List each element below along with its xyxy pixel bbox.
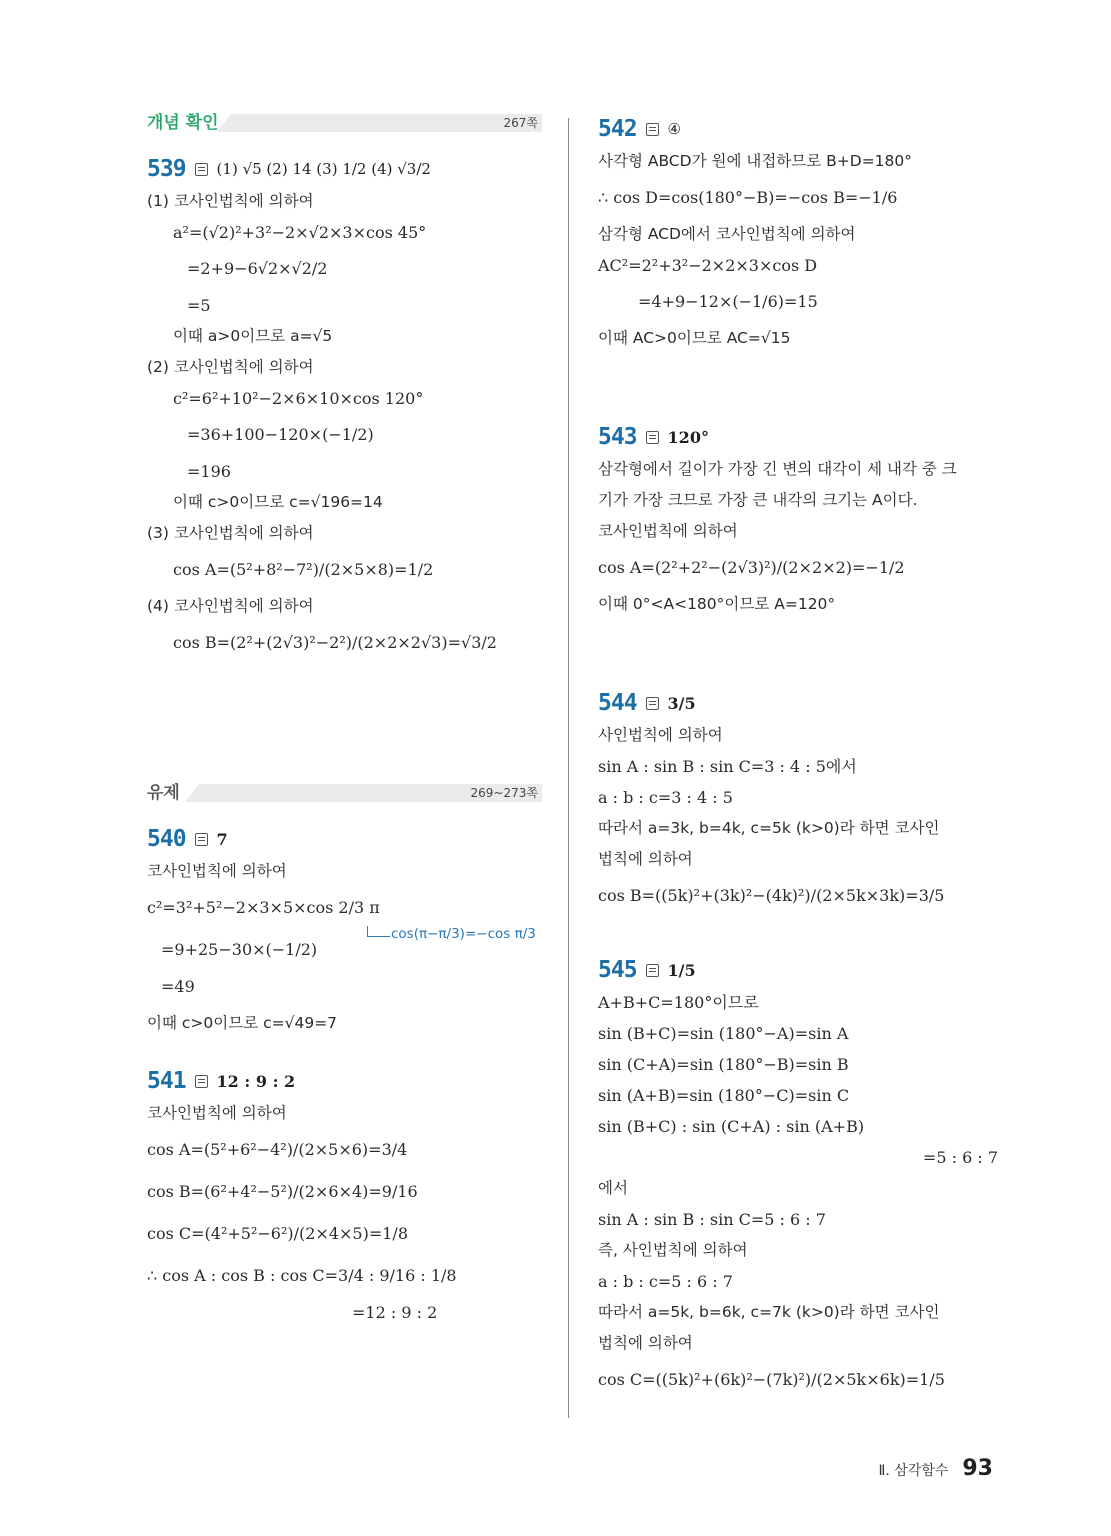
- problem-number: 540: [147, 826, 186, 852]
- solution-line: 이때 c>0이므로 c=√196=14: [173, 493, 383, 511]
- solution-line: (2) 코사인법칙에 의하여: [147, 358, 314, 376]
- solution-line: cos C=((5k)²+(6k)²−(7k)²)/(2×5k×6k)=1/5: [598, 1370, 945, 1389]
- solution-line: =2+9−6√2×√2/2: [187, 259, 328, 278]
- solution-line: =196: [187, 462, 231, 481]
- solution-line: =49: [161, 977, 195, 996]
- answer-icon: [646, 697, 659, 710]
- solution-line: 이때 0°<A<180°이므로 A=120°: [598, 595, 836, 613]
- column-divider: [568, 118, 569, 1418]
- solution-line: ∴ cos D=cos(180°−B)=−cos B=−1/6: [598, 188, 898, 207]
- solution-line: =36+100−120×(−1/2): [187, 425, 374, 444]
- left-column: [147, 112, 542, 1328]
- solution-line: a : b : c=3 : 4 : 5: [598, 788, 733, 807]
- problem-544: [598, 686, 998, 917]
- solution-line: a : b : c=5 : 6 : 7: [598, 1272, 733, 1291]
- problem-number: 543: [598, 424, 637, 450]
- answer-icon: [195, 833, 208, 846]
- solution-line: sin A : sin B : sin C=5 : 6 : 7: [598, 1210, 826, 1229]
- solution-line: cos B=(6²+4²−5²)/(2×6×4)=9/16: [147, 1182, 418, 1201]
- answer-icon: [195, 163, 208, 176]
- page-reference: 267쪽: [503, 116, 538, 130]
- answer: 12 : 9 : 2: [216, 1071, 296, 1091]
- solution-line: (1) 코사인법칙에 의하여: [147, 192, 314, 210]
- solution-line: 기가 가장 크므로 가장 큰 내각의 크기는 A이다.: [598, 491, 918, 509]
- solution-line: cos A=(2²+2²−(2√3)²)/(2×2×2)=−1/2: [598, 558, 905, 577]
- page-reference: 269~273쪽: [470, 786, 538, 800]
- solution-line: =9+25−30×(−1/2): [161, 940, 318, 959]
- section-bar-example: [147, 782, 542, 804]
- answer: 1/5: [667, 960, 696, 980]
- solution-line: cos B=(2²+(2√3)²−2²)/(2×2×2√3)=√3/2: [173, 633, 497, 652]
- solution-line: (3) 코사인법칙에 의하여: [147, 524, 314, 542]
- problem-number: 545: [598, 957, 637, 983]
- solution-line: sin A : sin B : sin C=3 : 4 : 5에서: [598, 757, 857, 776]
- solution-line: 이때 AC>0이므로 AC=√15: [598, 329, 791, 347]
- solution-line: =5 : 6 : 7: [922, 1148, 998, 1167]
- problem-545: [598, 953, 998, 1401]
- solution-line: 사각형 ABCD가 원에 내접하므로 B+D=180°: [598, 152, 913, 170]
- solution-line: sin (A+B)=sin (180°−C)=sin C: [598, 1086, 850, 1105]
- right-column: [598, 112, 998, 1401]
- solution-line: sin (B+C)=sin (180°−A)=sin A: [598, 1024, 849, 1043]
- solution-line: 이때 a>0이므로 a=√5: [173, 327, 333, 345]
- problem-542: [598, 112, 998, 354]
- section-title: 유제: [147, 783, 180, 803]
- solution-line: 에서: [598, 1179, 628, 1197]
- solution-line: 삼각형 ACD에서 코사인법칙에 의하여: [598, 225, 856, 243]
- solution-line: cos A=(5²+8²−7²)/(2×5×8)=1/2: [173, 560, 434, 579]
- solution-line: 코사인법칙에 의하여: [147, 862, 287, 880]
- problem-543: [598, 420, 998, 620]
- solution-line: 따라서 a=3k, b=4k, c=5k (k>0)라 하면 코사인: [598, 819, 940, 837]
- solution-line: 삼각형에서 길이가 가장 긴 변의 대각이 세 내각 중 크: [598, 460, 957, 478]
- answer-icon: [646, 123, 659, 136]
- solution-line: cos C=(4²+5²−6²)/(2×4×5)=1/8: [147, 1224, 408, 1243]
- problem-540: [147, 822, 542, 1044]
- problem-number: 539: [147, 156, 186, 182]
- solution-line: 이때 c>0이므로 c=√49=7: [147, 1014, 338, 1032]
- solution-line: sin (B+C) : sin (C+A) : sin (A+B): [598, 1117, 865, 1136]
- problem-539: [147, 152, 542, 664]
- answer: 7: [216, 829, 228, 849]
- answer: ④: [667, 120, 681, 138]
- section-title: 개념 확인: [147, 113, 219, 133]
- solution-line: cos A=(5²+6²−4²)/(2×5×6)=3/4: [147, 1140, 408, 1159]
- answer-icon: [646, 964, 659, 977]
- solution-line: =12 : 9 : 2: [352, 1303, 438, 1322]
- solution-line: cos B=((5k)²+(3k)²−(4k)²)/(2×5k×3k)=3/5: [598, 886, 945, 905]
- solution-line: c²=6²+10²−2×6×10×cos 120°: [173, 389, 424, 408]
- answer: 120°: [667, 427, 709, 447]
- chapter-label: Ⅱ. 삼각함수: [878, 1463, 949, 1479]
- problem-number: 544: [598, 690, 637, 716]
- problem-number: 541: [147, 1068, 186, 1094]
- page-footer: [878, 1456, 993, 1481]
- solution-line: =4+9−12×(−1/6)=15: [638, 292, 818, 311]
- solution-line: 즉, 사인법칙에 의하여: [598, 1241, 748, 1259]
- solution-line: A+B+C=180°이므로: [598, 993, 759, 1012]
- answer: 3/5: [667, 693, 696, 713]
- solution-line: 법칙에 의하여: [598, 1334, 693, 1352]
- solution-line: 코사인법칙에 의하여: [598, 522, 738, 540]
- answer: (1) √5 (2) 14 (3) 1/2 (4) √3/2: [216, 160, 431, 178]
- solution-line: sin (C+A)=sin (180°−B)=sin B: [598, 1055, 849, 1074]
- problem-number: 542: [598, 116, 637, 142]
- solution-line: c²=3²+5²−2×3×5×cos 2/3 π: [147, 898, 380, 917]
- solution-line: =5: [187, 296, 211, 315]
- solution-line: 코사인법칙에 의하여: [147, 1104, 287, 1122]
- solution-line: AC²=2²+3²−2×2×3×cos D: [598, 256, 818, 275]
- page-number: 93: [962, 1456, 993, 1481]
- solution-line: 법칙에 의하여: [598, 850, 693, 868]
- problem-541: [147, 1064, 542, 1328]
- answer-icon: [195, 1075, 208, 1088]
- answer-icon: [646, 431, 659, 444]
- solution-line: 사인법칙에 의하여: [598, 726, 723, 744]
- annotation-note: cos(π−π/3)=−cos π/3: [391, 926, 536, 942]
- solution-line: ∴ cos A : cos B : cos C=3/4 : 9/16 : 1/8: [147, 1266, 457, 1285]
- solution-line: 따라서 a=5k, b=6k, c=7k (k>0)라 하면 코사인: [598, 1303, 940, 1321]
- section-bar-concept: [147, 112, 542, 134]
- solution-line: (4) 코사인법칙에 의하여: [147, 597, 314, 615]
- solution-line: a²=(√2)²+3²−2×√2×3×cos 45°: [173, 223, 427, 242]
